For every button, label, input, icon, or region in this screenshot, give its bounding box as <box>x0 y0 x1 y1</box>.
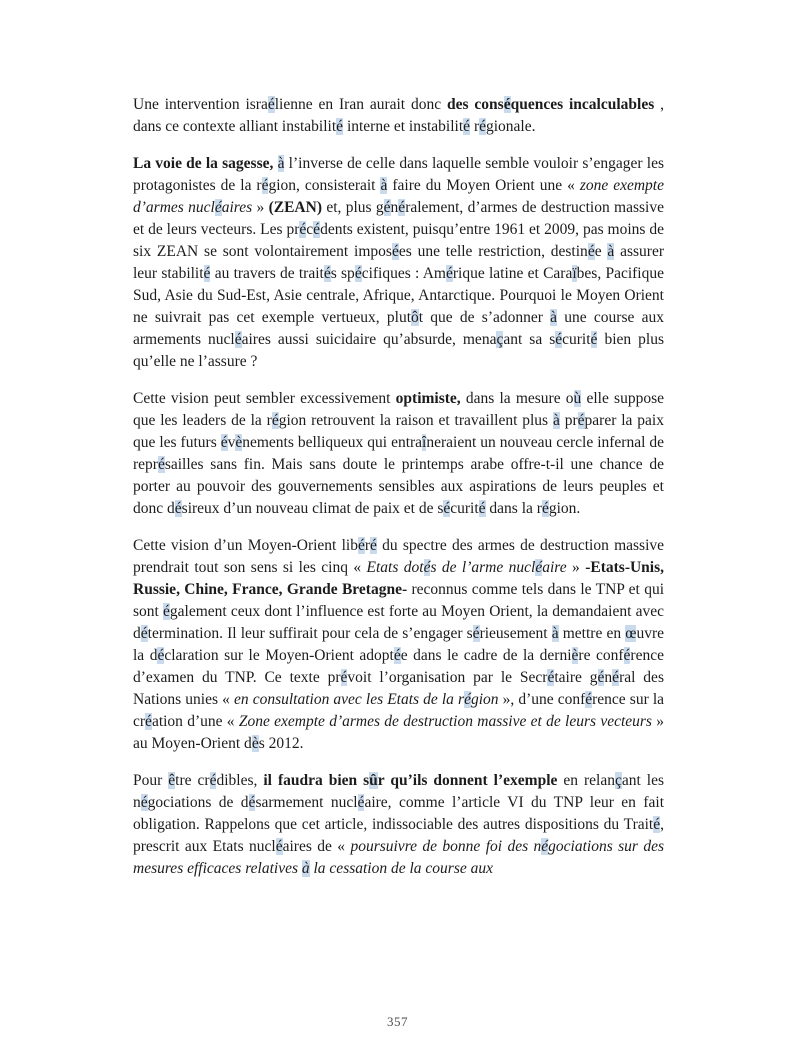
paragraph-voie-de-la-sagesse: La voie de la sagesse, à l’inverse de celle dans laquelle semble vouloir s’engager les protagonistes de la région, consisterait à faire du Moyen Orient une « zone exempte d’armes nucléaires » (ZEAN) et, plus généralement, d’armes de destruction massive et de leurs vecteurs. Les précédents existent, puisqu’entre 1961 et 2009, pas moins de six ZEAN se sont volontairement imposées une telle restriction, destinée à assurer leur stabilité au travers de traités spécifiques : Amérique latine et Caraïbes, Pacifique Sud, Asie du Sud-Est, Asie centrale, Afrique, Antarctique. Pourquoi le Moyen Orient ne suivrait pas cet exemple vertueux, plutôt que de s’adonner à une course aux armements nucléaires aussi suicidaire qu’absurde, menaçant sa sécurité bien plus qu’elle ne l’assure ? <box>133 155 665 370</box>
paragraph-vision-optimiste: Cette vision peut sembler excessivement optimiste, dans la mesure où elle suppose que les leaders de la région retrouvent la raison et travaillent plus à préparer la paix que les futurs évènements belliqueux qui entraîneraient un nouveau cercle infernal de représailles sans fin. Mais sans doute le printemps arabe offre-t-il une chance de porter au pouvoir des gouvernements sensibles aux aspirations de leurs peuples et donc désireux d’un nouveau climat de paix et de sécurité dans la région. <box>133 390 664 517</box>
paragraph-intervention-consequences: Une intervention israélienne en Iran aurait donc des conséquences incalculables , dans ce contexte alliant instabilité interne et instabilité régionale. <box>133 96 664 135</box>
page-text <box>133 94 664 895</box>
paragraph-cinq-etats-dotes: Cette vision d’un Moyen-Orient libéré du spectre des armes de destruction massive prendrait tout son sens si les cinq « Etats dotés de l’arme nucléaire » -Etats-Unis, Russie, Chine, France, Grande Bretagne- reconnus comme tels dans le TNP et qui sont également ceux dont l’influence est forte au Moyen Orient, la demandaient avec détermination. Il leur suffirait pour cela de s’engager sérieusement à mettre en œuvre la déclaration sur le Moyen-Orient adoptée dans le cadre de la dernière conférence d’examen du TNP. Ce texte prévoit l’organisation par le Secrétaire général des Nations unies « en consultation avec les Etats de la région », d’une conférence sur la création d’une « Zone exempte d’armes de destruction massive et de leurs vecteurs » au Moyen-Orient dès 2012. <box>133 537 665 752</box>
page-number: 357 <box>387 1014 408 1029</box>
paragraph-credibilite-exemple: Pour être crédibles, il faudra bien sûr qu’ils donnent l’exemple en relançant les négociations de désarmement nucléaire, comme l’article VI du TNP leur en fait obligation. Rappelons que cet article, indissociable des autres dispositions du Traité, prescrit aux Etats nucléaires de « poursuivre de bonne foi des négociations sur des mesures efficaces relatives à la cessation de la course aux <box>133 772 665 877</box>
